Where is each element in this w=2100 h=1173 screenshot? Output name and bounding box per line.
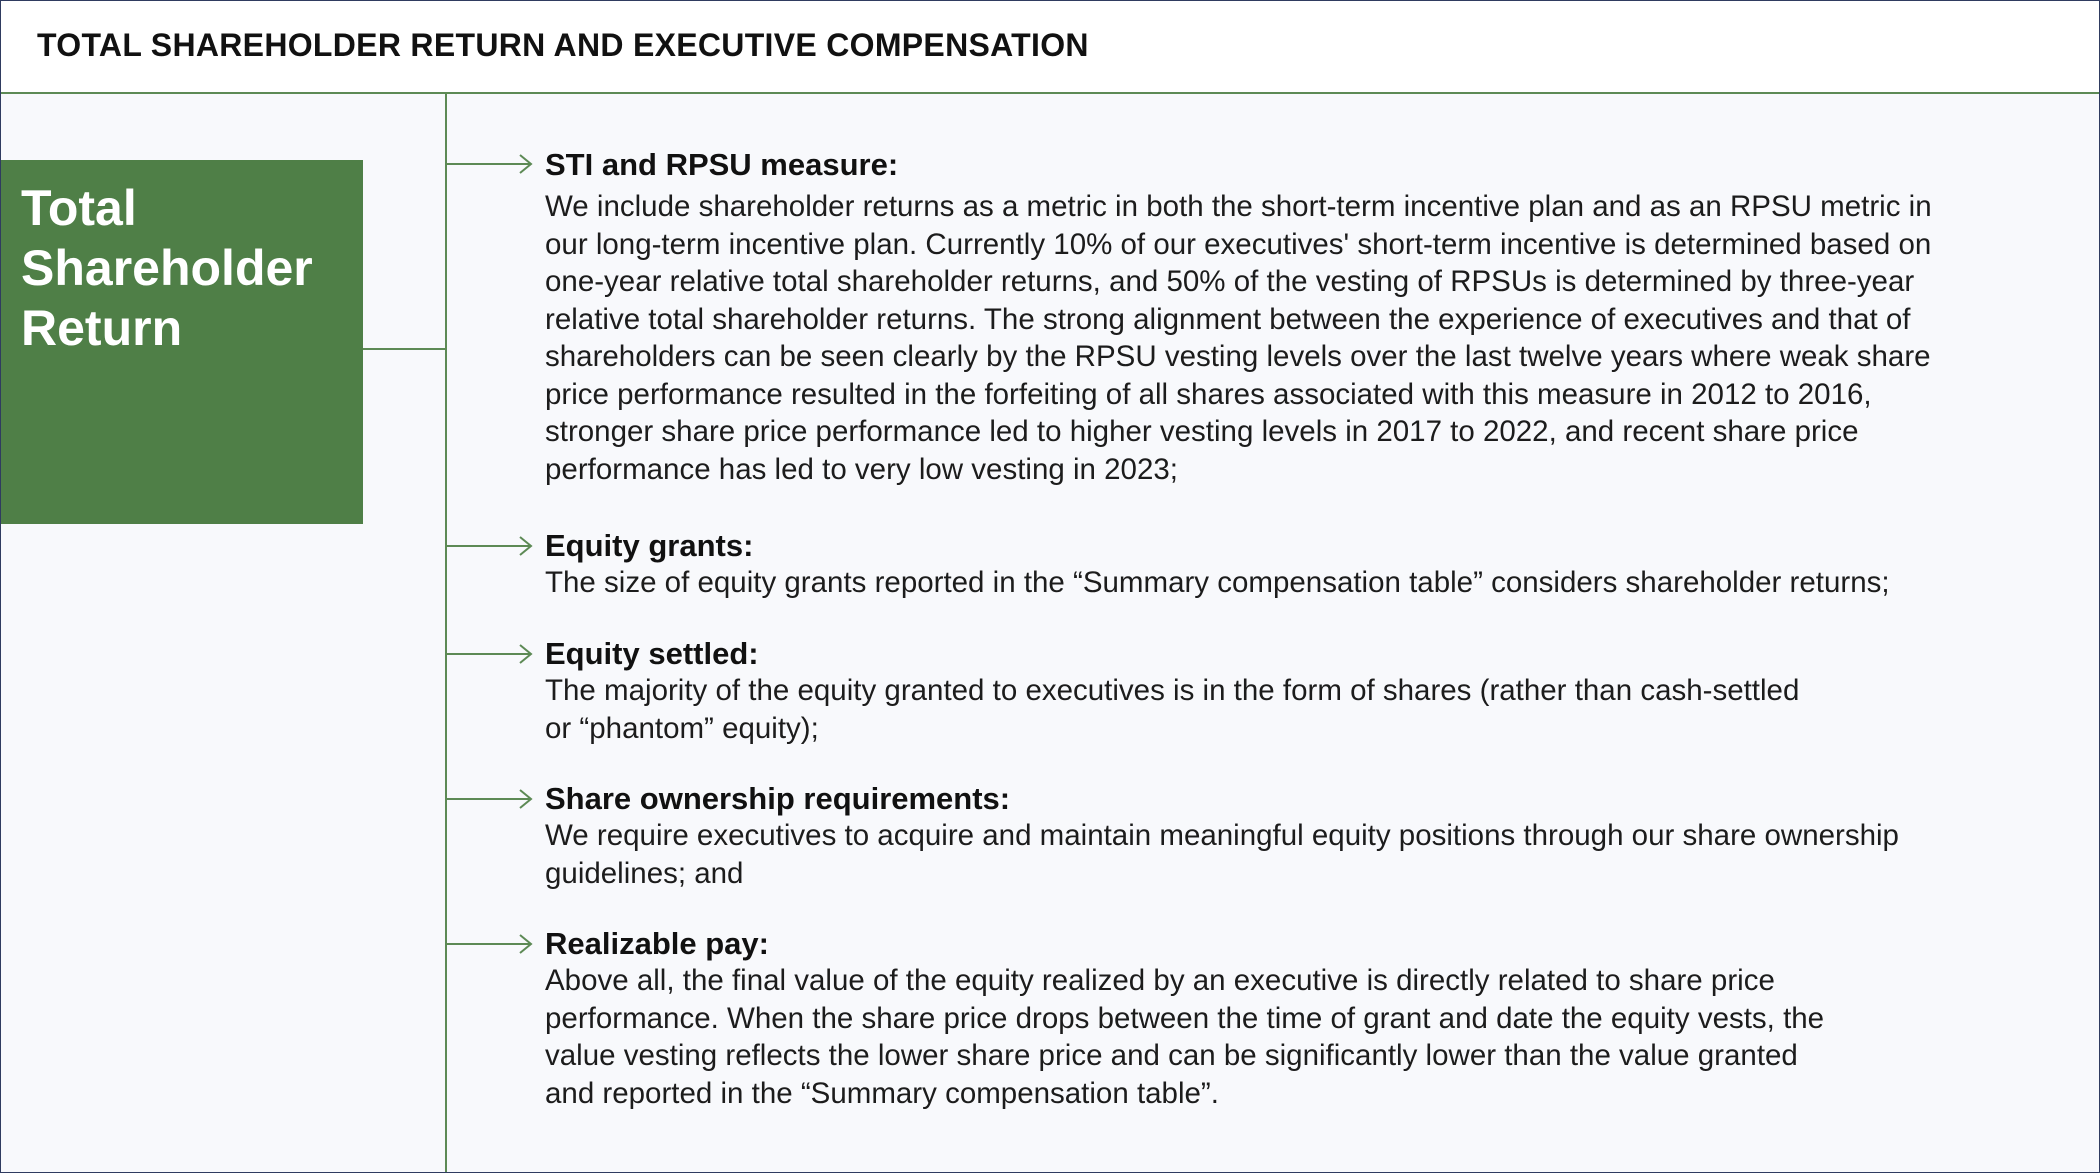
body-line: guidelines; and: [545, 856, 744, 890]
body-line: price performance resulted in the forfeiting of all shares associated with this measure in 2012 to 2016,: [545, 377, 1872, 411]
item-title-share-ownership: Share ownership requirements:: [545, 781, 1011, 816]
item-title-equity-settled: Equity settled:: [545, 636, 759, 671]
section-connector: [363, 348, 446, 350]
item-body-equity-grants: [545, 564, 2045, 602]
timeline-line: [445, 94, 447, 1172]
body-line: The size of equity grants reported in the “Summary compensation table” considers shareholder returns;: [545, 566, 1890, 599]
arrow-right-icon: [447, 934, 533, 954]
body-line: Above all, the final value of the equity realized by an executive is directly related to share price: [545, 964, 1775, 997]
body-line: one-year relative total shareholder returns, and 50% of the vesting of RPSUs is determined by three-year: [545, 265, 1915, 298]
page-title: TOTAL SHAREHOLDER RETURN AND EXECUTIVE COMPENSATION: [37, 27, 1089, 63]
arrow-right-icon: [447, 789, 533, 809]
item-body-equity-settled: [545, 672, 2045, 747]
body-line: We include shareholder returns as a metric in both the short-term incentive plan and as an RPSU metric in: [545, 190, 1932, 223]
body-line: performance has led to very low vesting in 2023;: [545, 452, 1178, 486]
header-bar: [1, 1, 2099, 94]
body-line: performance. When the share price drops between the time of grant and date the equity vests, the: [545, 1001, 1825, 1035]
section-label-box: [1, 160, 363, 524]
body-line: or “phantom” equity);: [545, 711, 819, 745]
arrow-right-icon: [447, 644, 533, 664]
body-line: We require executives to acquire and maintain meaningful equity positions through our share ownership: [545, 819, 1899, 852]
arrow-right-icon: [447, 536, 533, 556]
body-line: The majority of the equity granted to executives is in the form of shares (rather than cash-settled: [545, 674, 1800, 707]
body-line: relative total shareholder returns. The strong alignment between the experience of executives and that of: [545, 302, 1911, 336]
arrow-right-icon: [447, 154, 533, 174]
item-body-realizable-pay: [545, 962, 2045, 1112]
item-title-sti-rpsu: STI and RPSU measure:: [545, 147, 899, 182]
section-label: Total Shareholder Return: [21, 180, 313, 356]
body-line: stronger share price performance led to higher vesting levels in 2017 to 2022, and recent share price: [545, 415, 1859, 448]
item-body-share-ownership: [545, 817, 2045, 892]
item-title-realizable-pay: Realizable pay:: [545, 926, 769, 961]
body-line: and reported in the “Summary compensation table”.: [545, 1076, 1219, 1110]
body-line: our long-term incentive plan. Currently 10% of our executives' short-term incentive is determined based on: [545, 227, 1932, 261]
body-line: value vesting reflects the lower share price and can be significantly lower than the value granted: [545, 1039, 1798, 1072]
item-body-sti-rpsu: [545, 188, 2045, 488]
item-title-equity-grants: Equity grants:: [545, 528, 754, 563]
body-line: shareholders can be seen clearly by the RPSU vesting levels over the last twelve years where weak share: [545, 340, 1931, 373]
